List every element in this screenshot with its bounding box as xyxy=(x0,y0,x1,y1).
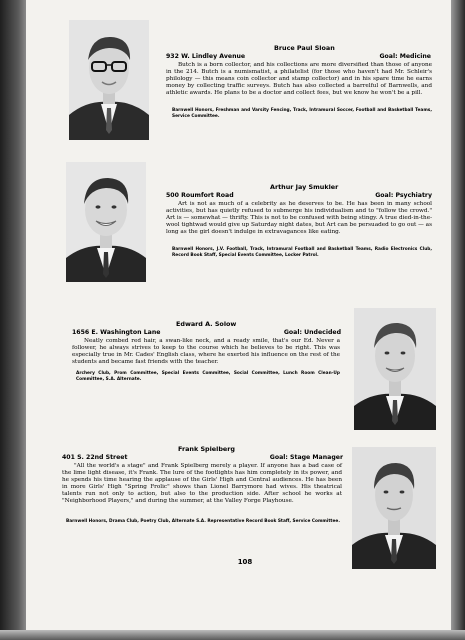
student-photo-sloan xyxy=(69,20,149,140)
student-address: 500 Roumfort Road xyxy=(166,192,234,199)
student-photo-solow xyxy=(354,308,436,430)
portrait-with-glasses-icon xyxy=(69,20,149,140)
student-activities: Barnwell Honors, J.V. Football, Track, Intramural Football and Basketball Teams, Radio Electronics Club, Record Book Staff, Special Events Committee, Locker Patrol. xyxy=(172,247,432,258)
student-name: Edward A. Solow xyxy=(176,320,237,328)
student-activities: Barnwell Honors, Drama Club, Poetry Club, Alternate S.A. Representative Record Book Staff, Service Committee. xyxy=(66,519,340,524)
student-bio: Butch is a born collector, and his collections are more diversified than those of anyone in the 214. Butch is a numismatist, a philatelist (for those who haven't had Mr. Schleir's philology — this means coin collector and stamp collector) and in his spare time he earns money by collecting traffic surveys. Butch has also collected a barrelful of Barnwells, and athletic awards. He plans to be a doctor and collect fees, but we know he won't be a pill. xyxy=(166,62,432,97)
student-address: 401 S. 22nd Street xyxy=(62,454,128,461)
student-bio: Neatly combed red hair, a swan-like neck, and a ready smile, that's our Ed. Never a follower, he always strives to keep to the course which he believes to be right. This was especially true in Mr. Cades' English class, where he exerted his influence on the rest of the students and became fast friends with the teacher. xyxy=(72,338,340,366)
student-bio: "All the world's a stage" and Frank Spielberg merely a player. If anyone has a bad case of the lime light disease, it's Frank. The lure of the footlights has him completely in its power, and he spends his time hearing the applause of the Girls' High and Central audiences. He has been in more Girls' High "Spring Frolic" shows than Lionel Barrymore had wives. His theatrical talents run not only to action, but also to the production side. After school he works at "Neighborhood Players," and during the summer, at the Valley Forge Playhouse. xyxy=(62,463,342,505)
book-edge-right xyxy=(451,0,465,640)
student-goal: Goal: Undecided xyxy=(283,329,341,336)
student-goal: Goal: Stage Manager xyxy=(269,454,343,461)
student-bio: Art is not as much of a celebrity as he deserves to be. He has been in many school activities, but has quietly refused to submerge his individualism and to "follow the crowd." Art is — somewhat — thrifty. This is not to be confused with being stingy. A true died-in-the-wool tightwad would give up Saturday night dates, but Art can be persuaded to go out — as long as the girl doesn't indulge in extravagances like eating. xyxy=(166,201,432,236)
student-photo-spielberg xyxy=(352,447,436,569)
student-name: Frank Spielberg xyxy=(178,445,235,453)
student-photo-smukler xyxy=(66,162,146,282)
portrait-smiling-icon xyxy=(66,162,146,282)
yearbook-page xyxy=(26,0,451,630)
student-goal: Goal: Medicine xyxy=(379,53,431,60)
student-goal: Goal: Psychiatry xyxy=(375,192,432,199)
student-activities: Barnwell Honors, Freshman and Varsity Fencing, Track, Intramural Soccer, Football and Basketball Teams, Service Committee. xyxy=(172,108,432,119)
page-number: 108 xyxy=(237,558,253,566)
book-edge-bottom xyxy=(0,630,465,640)
student-activities: Archery Club, Prom Committee, Special Events Committee, Social Committee, Lunch Room Clean-Up Committee, S.A. Alternate. xyxy=(76,371,340,382)
portrait-icon xyxy=(352,447,436,569)
student-name: Bruce Paul Sloan xyxy=(274,44,335,52)
portrait-smiling-icon xyxy=(354,308,436,430)
student-address: 932 W. Lindley Avenue xyxy=(166,53,246,60)
student-address: 1656 E. Washington Lane xyxy=(72,329,161,336)
student-name: Arthur Jay Smukler xyxy=(270,183,339,191)
book-gutter-shadow xyxy=(0,0,26,640)
